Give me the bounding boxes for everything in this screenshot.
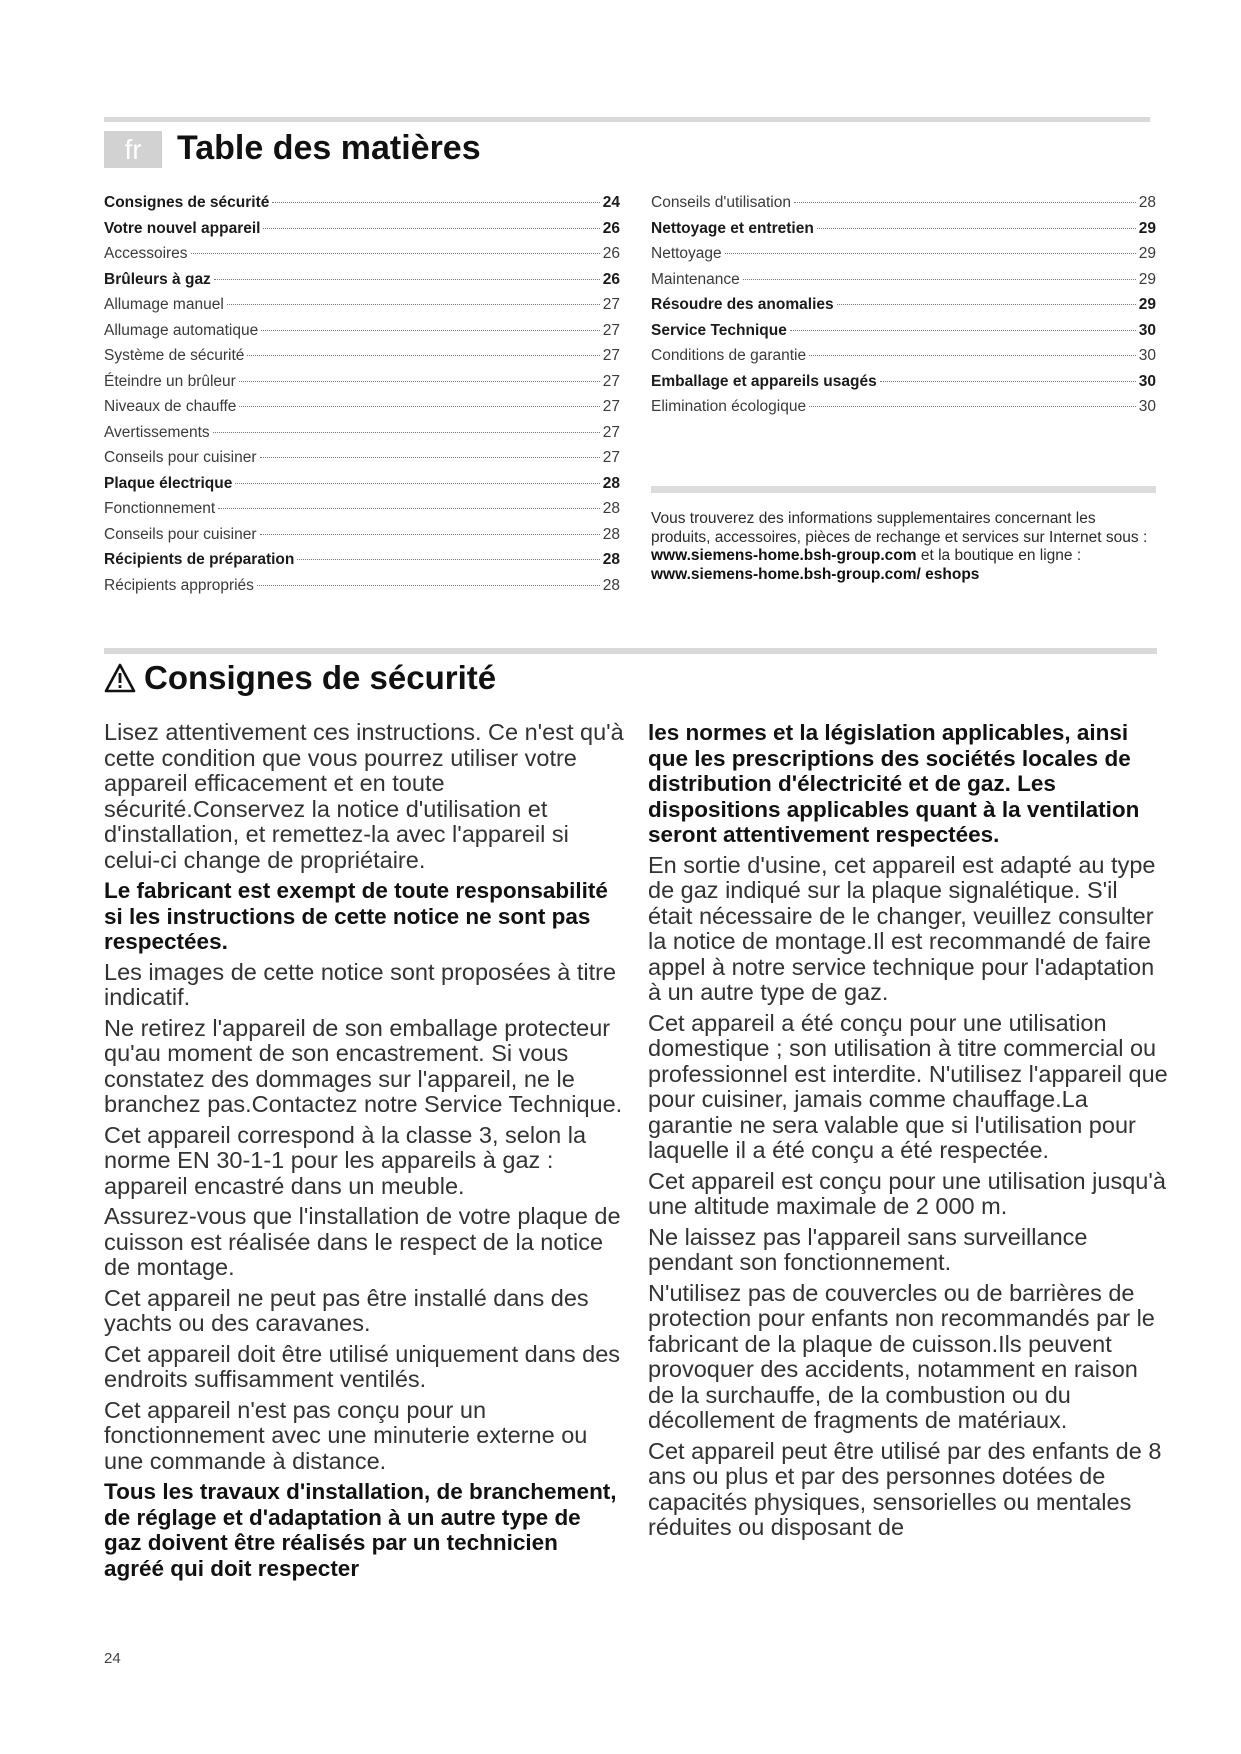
toc-leader-dots (235, 483, 599, 484)
toc-entry-page: 28 (1138, 194, 1156, 211)
toc-entry-label: Elimination écologique (651, 398, 807, 415)
safety-left-column (104, 720, 624, 1586)
safety-paragraph: Le fabricant est exempt de toute responsabilité si les instructions de cette notice ne sont pas respectées. (104, 878, 608, 954)
toc-entry[interactable] (104, 449, 620, 475)
info-text-2: et la boutique en ligne : (916, 547, 1082, 564)
safety-paragraph: Cet appareil n'est pas conçu pour un fonctionnement avec une minuterie externe ou une commande à distance. (104, 1396, 588, 1474)
toc-entry-page: 28 (602, 576, 620, 594)
toc-entry-label: Brûleurs à gaz (104, 270, 211, 288)
toc-leader-dots (239, 381, 600, 382)
toc-entry-page: 29 (1138, 219, 1156, 237)
toc-entry[interactable] (651, 271, 1156, 297)
toc-entry-page: 29 (1138, 270, 1156, 288)
toc-entry-page: 27 (602, 423, 620, 441)
toc-entry-page: 30 (1138, 372, 1156, 390)
toc-entry[interactable] (104, 424, 620, 450)
safety-paragraph: Ne retirez l'appareil de son emballage protecteur qu'au moment de son encastrement. Si vous constatez des dommages sur l'appareil, ne le branchez pas.Contactez notre Service Technique. (104, 1014, 623, 1117)
safety-paragraph: Ne laissez pas l'appareil sans surveillance pendant son fonctionnement. (648, 1223, 1088, 1275)
toc-entry[interactable] (104, 500, 620, 526)
safety-section-title (104, 656, 496, 700)
toc-entry-label: Éteindre un brûleur (104, 372, 236, 390)
safety-paragraph: En sortie d'usine, cet appareil est adapté au type de gaz indiqué sur la plaque signalétique. S'il était nécessaire de le changer, veuillez consulter la notice de montage.Il est recommandé de faire appel à notre service technique pour l'adaptation à un autre type de gaz. (648, 851, 1156, 1005)
toc-leader-dots (257, 585, 600, 586)
toc-entry-label: Conseils pour cuisiner (104, 525, 257, 543)
toc-entry[interactable] (104, 526, 620, 552)
section-divider (104, 648, 1157, 654)
toc-entry[interactable] (104, 194, 620, 220)
toc-entry-label: Niveaux de chauffe (104, 398, 237, 415)
safety-paragraph: Cet appareil peut être utilisé par des enfants de 8 ans ou plus et par des personnes dotées de capacités physiques, sensorielles ou mentales réduites ou disposant de (648, 1437, 1162, 1540)
toc-entry-page: 28 (602, 525, 620, 543)
online-info (651, 510, 1156, 584)
toc-entry-label: Accessoires (104, 245, 188, 262)
toc-leader-dots (809, 406, 1136, 407)
toc-entry[interactable] (104, 551, 620, 577)
safety-paragraph: Cet appareil correspond à la classe 3, selon la norme EN 30-1-1 pour les appareils à gaz : appareil encastré dans un meuble. (104, 1121, 587, 1199)
toc-entry[interactable] (651, 220, 1156, 246)
toc-entry-page: 26 (602, 245, 620, 262)
toc-leader-dots (214, 279, 600, 280)
toc-entry-page: 26 (602, 219, 620, 237)
toc-entry-page: 30 (1138, 321, 1156, 339)
toc-leader-dots (837, 304, 1136, 305)
safety-paragraph: N'utilisez pas de couvercles ou de barrières de protection pour enfants non recommandés par le fabricant de la plaque de cuisson.Ils peuvent provoquer des accidents, notamment en raison de la surchauffe, de la combustion ou du décollement de fragments de matériaux. (648, 1279, 1155, 1433)
toc-leader-dots (725, 253, 1136, 254)
toc-entry[interactable] (651, 245, 1156, 271)
toc-right-column (651, 194, 1156, 424)
top-divider (104, 117, 1150, 122)
toc-entry[interactable] (651, 398, 1156, 424)
toc-leader-dots (247, 355, 599, 356)
toc-entry-label: Plaque électrique (104, 474, 233, 492)
safety-paragraph: Lisez attentivement ces instructions. Ce n'est qu'à cette condition que vous pourrez utiliser votre appareil efficacement et en toute sécurité.Conservez la notice d'utilisation et d'installation, et remettez-la avec l'appareil si celui-ci change de propriétaire. (104, 719, 624, 873)
toc-leader-dots (790, 330, 1136, 331)
safety-paragraph: Cet appareil a été conçu pour une utilisation domestique ; son utilisation à titre commercial ou professionnel est interdite. N'utilisez l'appareil que pour cuisiner, jamais comme chauffage.La garantie ne sera valable que si l'utilisation pour laquelle il a été conçu a été respectée. (648, 1009, 1168, 1163)
toc-leader-dots (260, 457, 600, 458)
toc-entry[interactable] (651, 347, 1156, 373)
safety-right-column (648, 720, 1168, 1546)
toc-entry-label: Système de sécurité (104, 347, 245, 364)
toc-entry-page: 26 (602, 270, 620, 288)
toc-leader-dots (809, 355, 1136, 356)
toc-entry-label: Emballage et appareils usagés (651, 372, 877, 390)
safety-paragraph: Les images de cette notice sont proposées à titre indicatif. (104, 958, 617, 1010)
language-badge: fr (104, 131, 162, 168)
safety-paragraph: Tous les travaux d'installation, de branchement, de réglage et d'adaptation à un autre type de gaz doivent être réalisés par un technicien agréé qui doit respecter (104, 1479, 617, 1581)
toc-leader-dots (239, 406, 599, 407)
toc-entry-page: 28 (602, 551, 620, 568)
toc-entry[interactable] (104, 322, 620, 348)
toc-entry-label: Allumage manuel (104, 296, 224, 313)
toc-entry-page: 27 (602, 347, 620, 364)
toc-entry-label: Votre nouvel appareil (104, 219, 261, 237)
toc-entry-page: 28 (602, 500, 620, 517)
toc-entry-label: Fonctionnement (104, 500, 216, 517)
toc-entry-label: Maintenance (651, 270, 740, 288)
safety-paragraph: les normes et la législation applicables, ainsi que les prescriptions des sociétés locales de distribution d'électricité et de gaz. Les dispositions applicables quant à la ventilation seront attentivement respectées. (648, 720, 1140, 847)
toc-title: Table des matières (177, 129, 481, 167)
safety-paragraph: Cet appareil est conçu pour une utilisation jusqu'à une altitude maximale de 2 000 m. (648, 1167, 1166, 1219)
toc-entry-page: 27 (602, 372, 620, 390)
website-link[interactable]: www.siemens-home.bsh-group.com (651, 547, 917, 564)
toc-entry-page: 27 (602, 449, 620, 466)
toc-entry[interactable] (104, 220, 620, 246)
toc-entry[interactable] (651, 322, 1156, 348)
eshop-link[interactable]: www.siemens-home.bsh-group.com/ eshops (651, 565, 980, 583)
toc-entry-label: Récipients de préparation (104, 551, 295, 568)
toc-entry-page: 29 (1138, 296, 1156, 313)
toc-entry[interactable] (651, 296, 1156, 322)
toc-entry[interactable] (104, 398, 620, 424)
toc-leader-dots (272, 202, 599, 203)
toc-entry[interactable] (104, 475, 620, 501)
toc-entry-label: Avertissements (104, 423, 210, 441)
toc-leader-dots (880, 381, 1136, 382)
toc-leader-dots (261, 330, 600, 331)
page-number: 24 (104, 1650, 121, 1667)
toc-entry-label: Conditions de garantie (651, 347, 807, 364)
toc-entry[interactable] (104, 373, 620, 399)
safety-title-text: Consignes de sécurité (144, 659, 497, 696)
toc-entry-label: Allumage automatique (104, 321, 259, 339)
toc-leader-dots (743, 279, 1136, 280)
toc-leader-dots (817, 228, 1136, 229)
toc-entry-label: Consignes de sécurité (104, 194, 270, 211)
toc-entry-page: 30 (1138, 398, 1156, 415)
toc-entry[interactable] (104, 296, 620, 322)
toc-leader-dots (260, 534, 600, 535)
safety-paragraph: Assurez-vous que l'installation de votre plaque de cuisson est réalisée dans le respect de la notice de montage. (104, 1203, 621, 1280)
toc-entry-label: Récipients appropriés (104, 576, 254, 594)
safety-paragraph: Cet appareil ne peut pas être installé dans des yachts ou des caravanes. (104, 1284, 589, 1336)
toc-entry-page: 29 (1138, 245, 1156, 262)
toc-entry[interactable] (651, 373, 1156, 399)
toc-entry-label: Nettoyage (651, 245, 722, 262)
safety-paragraph: Cet appareil doit être utilisé uniquement dans des endroits suffisamment ventilés. (104, 1340, 621, 1392)
warning-icon (104, 663, 136, 693)
toc-entry-page: 28 (602, 474, 620, 492)
toc-entry-label: Service Technique (651, 321, 787, 339)
toc-entry-page: 30 (1138, 347, 1156, 364)
toc-entry[interactable] (104, 245, 620, 271)
toc-leader-dots (263, 228, 599, 229)
toc-entry-page: 27 (602, 398, 620, 415)
toc-entry-page: 27 (602, 296, 620, 313)
toc-leader-dots (794, 202, 1136, 203)
toc-entry[interactable] (104, 577, 620, 603)
toc-entry-page: 27 (602, 321, 620, 339)
info-divider (651, 486, 1156, 493)
toc-entry-label: Résoudre des anomalies (651, 296, 834, 313)
toc-leader-dots (213, 432, 600, 433)
toc-entry-label: Nettoyage et entretien (651, 219, 814, 237)
toc-leader-dots (191, 253, 600, 254)
toc-entry[interactable] (651, 194, 1156, 220)
toc-entry-page: 24 (602, 194, 620, 211)
toc-leader-dots (218, 508, 600, 509)
info-text-1: Vous trouverez des informations supplementaires concernant les produits, accessoires, pièces de rechange et services sur Internet sous : (651, 510, 1148, 546)
toc-left-column (104, 194, 620, 602)
toc-entry[interactable] (104, 347, 620, 373)
toc-leader-dots (227, 304, 600, 305)
toc-entry[interactable] (104, 271, 620, 297)
toc-entry-label: Conseils pour cuisiner (104, 449, 257, 466)
toc-entry-label: Conseils d'utilisation (651, 194, 791, 211)
toc-leader-dots (297, 559, 599, 560)
